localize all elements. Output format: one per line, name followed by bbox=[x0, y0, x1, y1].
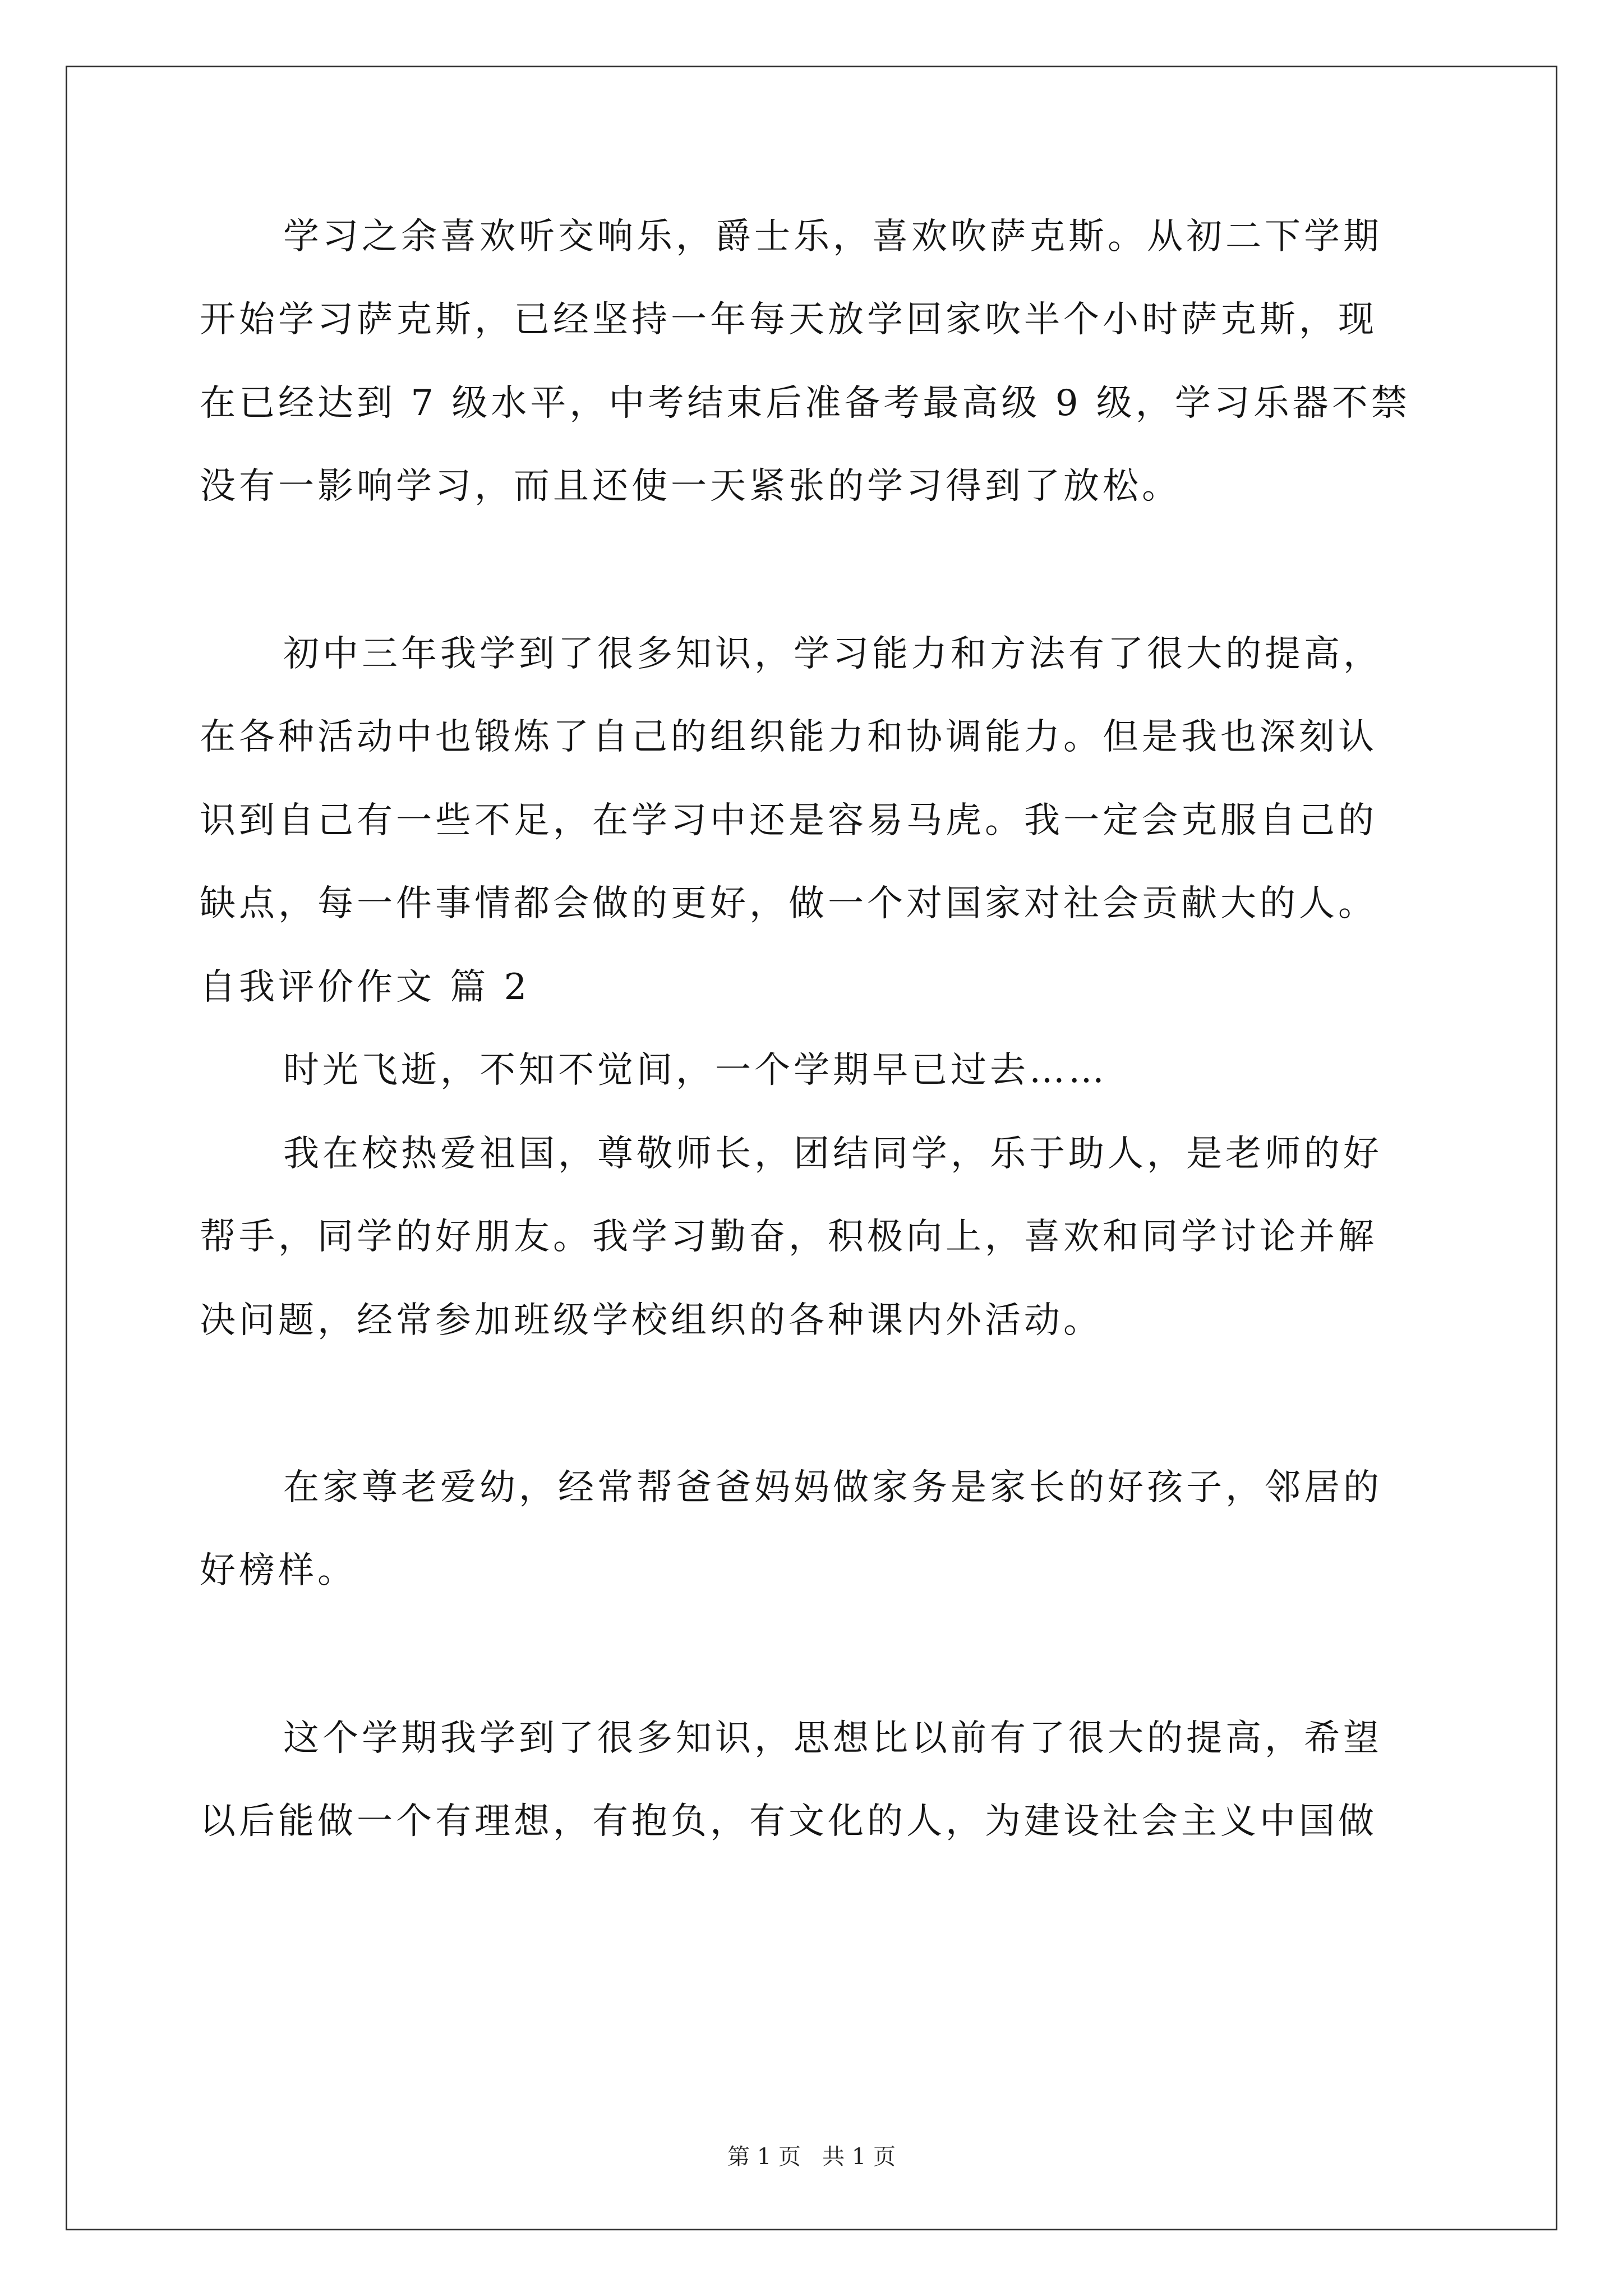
paragraph-line: 帮手，同学的好朋友。我学习勤奋，积极向上，喜欢和同学讨论并解 bbox=[200, 1216, 1377, 1258]
paragraph-line: 初中三年我学到了很多知识，学习能力和方法有了很大的提高， bbox=[283, 633, 1382, 675]
paragraph-line: 在已经达到 7 级水平，中考结束后准备考最高级 9 级，学习乐器不禁 bbox=[200, 383, 1410, 424]
paragraph-line: 以后能做一个有理想，有抱负，有文化的人，为建设社会主义中国做 bbox=[200, 1801, 1377, 1842]
paragraph-line: 在各种活动中也锻炼了自己的组织能力和协调能力。但是我也深刻认 bbox=[200, 716, 1377, 758]
paragraph-line: 识到自己有一些不足，在学习中还是容易马虎。我一定会克服自己的 bbox=[200, 800, 1377, 841]
paragraph-line: 缺点，每一件事情都会做的更好，做一个对国家对社会贡献大的人。 bbox=[200, 883, 1377, 924]
paragraph-line: 我在校热爱祖国，尊敬师长，团结同学，乐于助人，是老师的好 bbox=[283, 1133, 1382, 1175]
page-footer: 第 1 页 共 1 页 bbox=[727, 2144, 896, 2170]
paragraph-line: 决问题，经常参加班级学校组织的各种课内外活动。 bbox=[200, 1300, 1103, 1341]
section-heading: 自我评价作文 篇 2 bbox=[200, 967, 531, 1008]
paragraph-line: 学习之余喜欢听交响乐，爵士乐，喜欢吹萨克斯。从初二下学期 bbox=[283, 216, 1382, 257]
paragraph-line: 时光飞逝，不知不觉间，一个学期早已过去…… bbox=[283, 1050, 1108, 1091]
paragraph-line: 开始学习萨克斯，已经坚持一年每天放学回家吹半个小时萨克斯，现 bbox=[200, 299, 1377, 341]
paragraph-line: 没有一影响学习，而且还使一天紧张的学习得到了放松。 bbox=[200, 466, 1181, 507]
paragraph-line: 好榜样。 bbox=[200, 1550, 357, 1591]
paragraph-line: 这个学期我学到了很多知识，思想比以前有了很大的提高，希望 bbox=[283, 1718, 1382, 1759]
paragraph-line: 在家尊老爱幼，经常帮爸爸妈妈做家务是家长的好孩子，邻居的 bbox=[283, 1467, 1382, 1508]
